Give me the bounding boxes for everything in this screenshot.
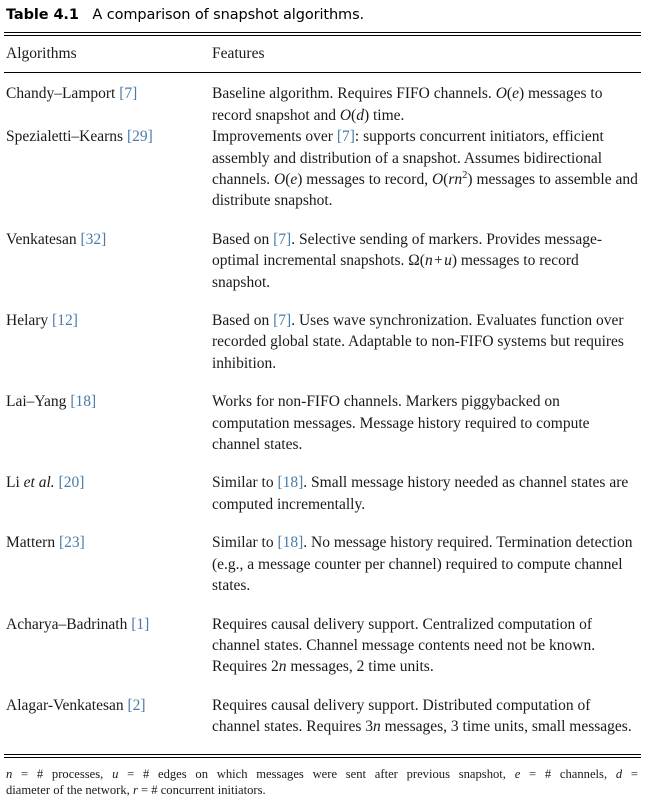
citation-ref-inline[interactable]: [7] <box>336 128 355 146</box>
table-row <box>4 83 641 126</box>
cell-feature: Improvements over [7]: supports concurrent initiators, efficient assembly and distribution of a snapshot. Assumes bidirectional channels. O(e) messages to record, $O(rn^2)$ messages to assemble and distribute snapshot. <box>212 128 638 210</box>
cell-algorithm: Helary [12] <box>6 312 78 330</box>
table-row <box>4 472 641 515</box>
cell-feature: Requires causal delivery support. Centralized computation of channel states. Channel message contents need not be known. Requires 2n messages, 2 time units. <box>212 615 596 676</box>
header-features: Features <box>212 45 265 63</box>
caption-text: A comparison of snapshot algorithms. <box>92 7 365 23</box>
cell-algorithm: Lai–Yang [18] <box>6 393 97 411</box>
cell-algorithm: Acharya–Badrinath [1] <box>6 615 150 633</box>
cell-feature: Based on [7]. Selective sending of markers. Provides message-optimal incremental snapshots. Ω(n + u) messages to record snapshot. <box>212 230 602 291</box>
table-caption <box>4 0 641 23</box>
table-row <box>4 532 641 596</box>
table-row <box>4 310 641 374</box>
citation-ref-inline[interactable]: [7] <box>273 230 292 248</box>
cell-algorithm: Alagar-Venkatesan [2] <box>6 696 146 714</box>
table-header-row <box>4 36 641 72</box>
cell-feature: Based on [7]. Uses wave synchronization. Evaluates function over recorded global state. Adaptable to non-FIFO systems but requires inhibition. <box>212 312 624 372</box>
citation-ref[interactable]: [1] <box>131 615 150 633</box>
citation-ref[interactable]: [23] <box>58 534 85 552</box>
citation-ref[interactable]: [7] <box>119 85 138 103</box>
table-footnote <box>4 758 641 799</box>
cell-feature: Baseline algorithm. Requires FIFO channels. O(e) messages to record snapshot and O(d) time. <box>212 85 603 124</box>
header-algorithms: Algorithms <box>6 45 77 63</box>
citation-ref[interactable]: [20] <box>58 474 85 492</box>
cell-algorithm: Venkatesan [32] <box>6 230 107 248</box>
table-body <box>4 73 641 737</box>
citation-ref[interactable]: [12] <box>52 312 78 330</box>
citation-ref[interactable]: [2] <box>127 696 146 714</box>
cell-feature: Requires causal delivery support. Distributed computation of channel states. Requires 3n messages, 3 time units, small messages. <box>212 696 632 736</box>
table-row <box>4 126 641 212</box>
footnote-line-2: diameter of the network, r = # concurrent initiators. <box>6 783 266 798</box>
citation-ref[interactable]: [29] <box>126 128 153 146</box>
citation-ref-inline[interactable]: [18] <box>277 474 304 492</box>
cell-algorithm: Li et al. [20] <box>6 474 85 492</box>
footnote-line-1: n = # processes, u = # edges on which messages were sent after previous snapshot, e = # channels, d = <box>6 766 638 781</box>
cell-feature: Works for non-FIFO channels. Markers piggybacked on computation messages. Message history required to compute channel states. <box>212 393 590 454</box>
table-row <box>4 391 641 455</box>
cell-feature: Similar to [18]. Small message history needed as channel states are computed incrementally. <box>212 474 629 513</box>
citation-ref[interactable]: [32] <box>80 230 107 248</box>
table-row <box>4 229 641 293</box>
cell-feature: Similar to [18]. No message history required. Termination detection (e.g., a message counter per channel) required to compute channel states. <box>212 534 633 595</box>
caption-label: Table 4.1 <box>6 7 79 23</box>
citation-ref-inline[interactable]: [7] <box>273 312 292 330</box>
table-row <box>4 695 641 738</box>
citation-ref[interactable]: [18] <box>70 393 97 411</box>
table-row <box>4 614 641 678</box>
cell-algorithm: Chandy–Lamport [7] <box>6 85 138 103</box>
citation-ref-inline[interactable]: [18] <box>277 534 304 552</box>
body-bottom-spacer <box>4 738 641 754</box>
cell-algorithm: Spezialetti–Kearns [29] <box>6 128 153 146</box>
cell-algorithm: Mattern [23] <box>6 534 85 552</box>
